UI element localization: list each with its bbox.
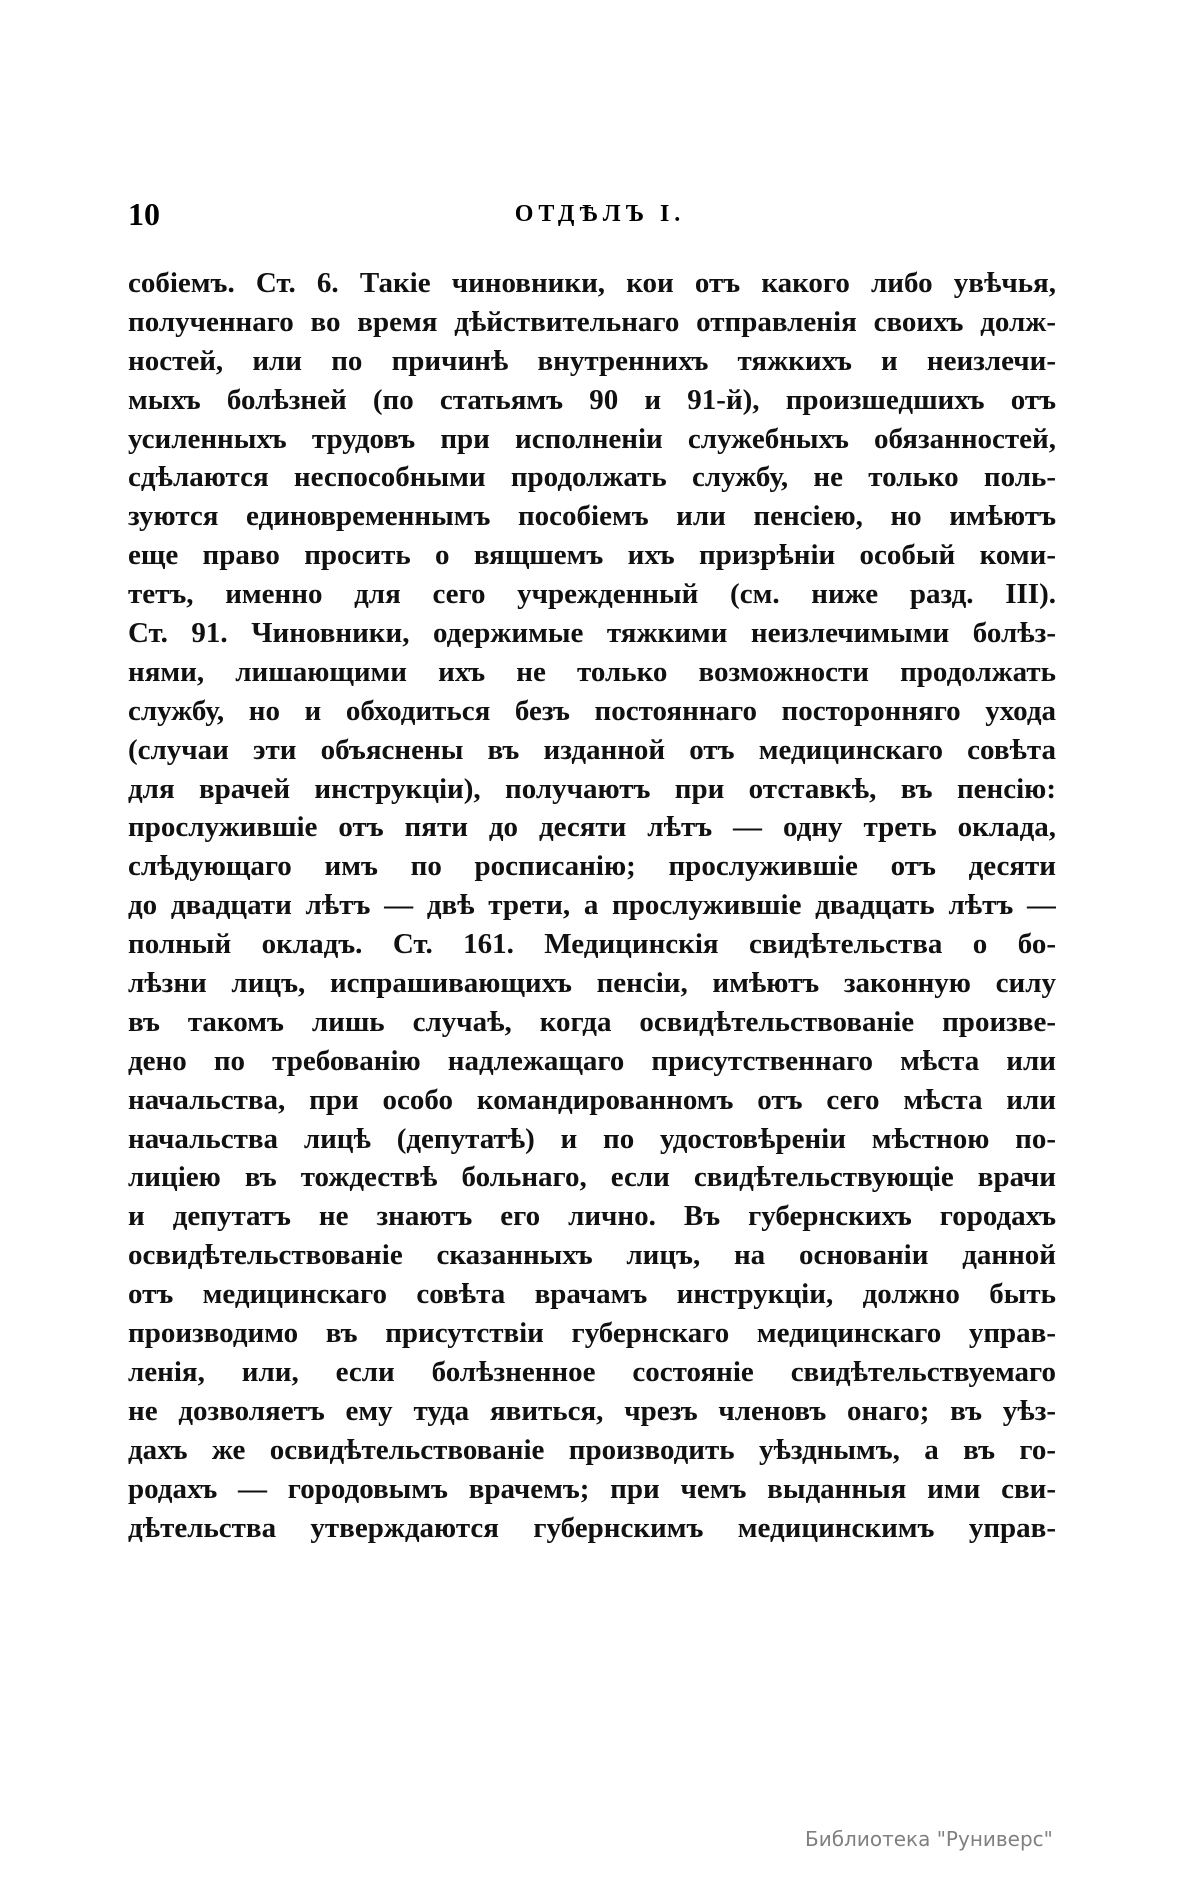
text-line: тетъ, именно для сего учрежденный (см. ниже разд. III). (128, 578, 1056, 611)
text-line: и депутатъ не знаютъ его лично. Въ губернскихъ городахъ (128, 1200, 1056, 1233)
text-line: прослужившіе отъ пяти до десяти лѣтъ — одну треть оклада, (128, 811, 1056, 844)
text-line: лѣзни лицъ, испрашивающихъ пенсіи, имѣютъ законную силу (128, 967, 1056, 1000)
text-line: полученнаго во время дѣйствительнаго отправленія своихъ долж- (128, 305, 1056, 338)
text-line: производимо въ присутствіи губернскаго медицинскаго управ- (128, 1317, 1056, 1350)
text-line: зуются единовременнымъ пособіемъ или пенсіею, но имѣютъ (128, 500, 1056, 533)
text-line: дено по требованію надлежащаго присутственнаго мѣста или (128, 1044, 1056, 1077)
text-line: ленія, или, если болѣзненное состояніе свидѣтельствуемаго (128, 1355, 1056, 1388)
text-line: въ такомъ лишь случаѣ, когда освидѣтельствованіе произве- (128, 1005, 1056, 1038)
text-line: родахъ — городовымъ врачемъ; при чемъ выданныя ими сви- (128, 1472, 1056, 1505)
text-line: лиціею въ тождествѣ больнаго, если свидѣтельствующіе врачи (128, 1161, 1056, 1194)
body-text (128, 264, 1056, 1547)
text-line: собіемъ. Ст. 6. Такіе чиновники, кои отъ какого либо увѣчья, (128, 267, 1056, 299)
text-line: для врачей инструкціи), получаютъ при отставкѣ, въ пенсію: (128, 772, 1056, 805)
text-line: нями, лишающими ихъ не только возможности продолжать (128, 655, 1056, 688)
text-line: освидѣтельствованіе сказанныхъ лицъ, на основаніи данной (128, 1239, 1056, 1272)
text-line: начальства, при особо командированномъ отъ сего мѣста или (128, 1083, 1056, 1116)
text-line: до двадцати лѣтъ — двѣ трети, а прослужившіе двадцать лѣтъ — (128, 889, 1056, 922)
text-line: мыхъ болѣзней (по статьямъ 90 и 91-й), произшедшихъ отъ (128, 383, 1056, 416)
text-line: дахъ же освидѣтельствованіе производить уѣзднымъ, а въ го- (128, 1433, 1056, 1466)
text-line: полный окладъ. Ст. 161. Медицинскія свидѣтельства о бо- (128, 928, 1056, 961)
text-line: дѣтельства утверждаются губернскимъ медицинскимъ управ- (128, 1511, 1056, 1544)
text-line: не дозволяетъ ему туда явиться, чрезъ членовъ онаго; въ уѣз- (128, 1394, 1056, 1427)
text-line: начальства лицѣ (депутатѣ) и по удостовѣреніи мѣстною по- (128, 1122, 1056, 1155)
text-line: ностей, или по причинѣ внутреннихъ тяжкихъ и неизлечи- (128, 344, 1056, 377)
page-number: 10 (128, 196, 160, 232)
text-line: Ст. 91. Чиновники, одержимые тяжкими неизлечимыми болѣз- (128, 617, 1056, 650)
text-line: слѣдующаго имъ по росписанію; прослужившіе отъ десяти (128, 850, 1056, 883)
text-line: отъ медицинскаго совѣта врачамъ инструкціи, должно быть (128, 1278, 1056, 1311)
running-head: ОТДѢЛЪ I. (514, 201, 686, 227)
text-line: еще право просить о вящшемъ ихъ призрѣніи особый коми- (128, 539, 1056, 572)
library-watermark: Библиотека "Руниверс" (805, 1827, 1053, 1851)
text-line: (случаи эти объяснены въ изданной отъ медицинскаго совѣта (128, 733, 1056, 766)
text-line: службу, но и обходиться безъ постояннаго посторонняго ухода (128, 694, 1056, 727)
text-line: усиленныхъ трудовъ при исполненіи служебныхъ обязанностей, (128, 422, 1056, 455)
text-line: сдѣлаются неспособными продолжать службу, не только поль- (128, 461, 1056, 494)
